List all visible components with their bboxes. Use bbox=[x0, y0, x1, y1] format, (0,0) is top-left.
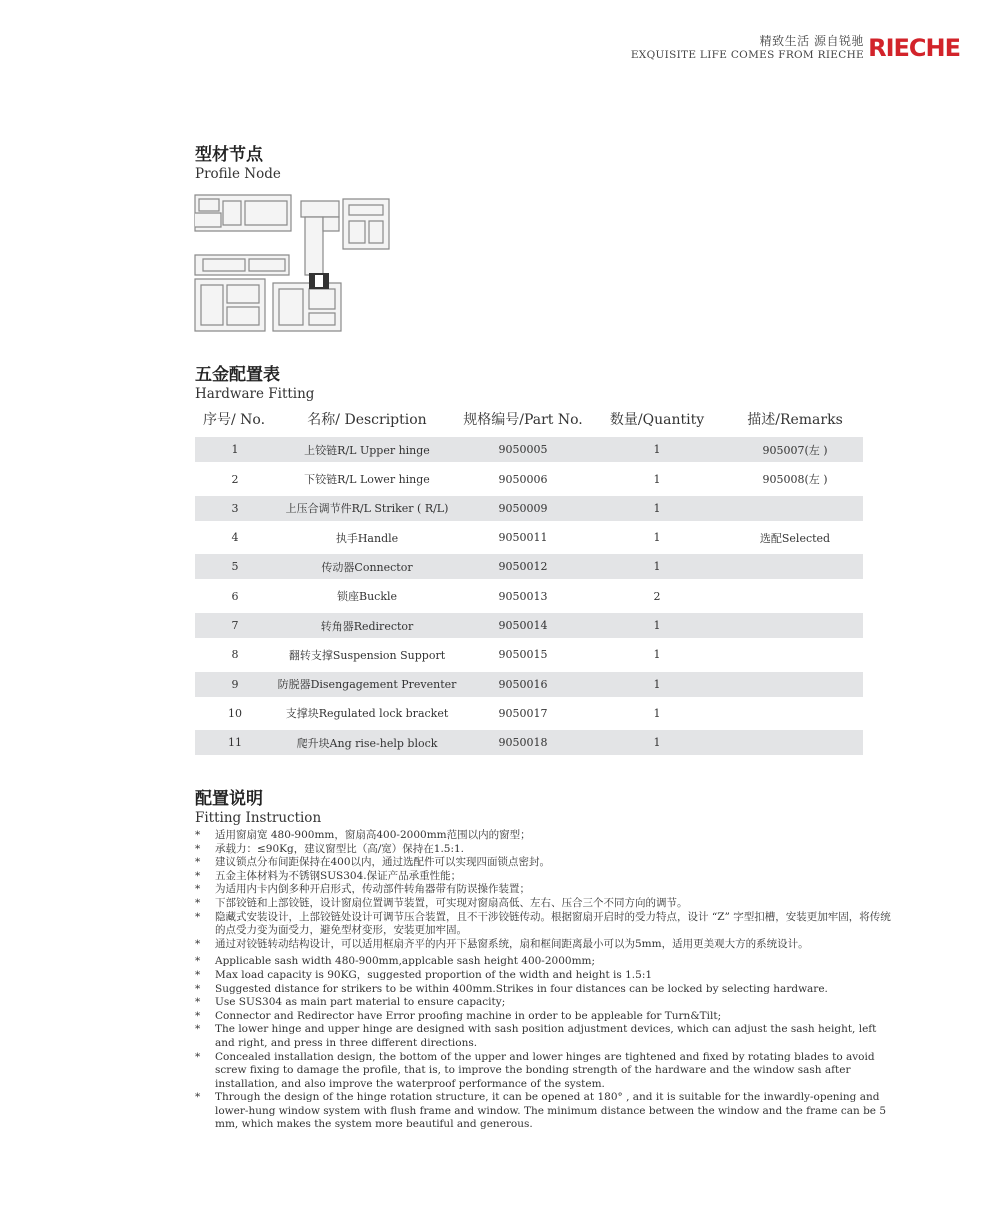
table-row bbox=[195, 730, 863, 755]
row-description: 下铰链R/L Lower hinge bbox=[304, 473, 430, 487]
note-text: The lower hinge and upper hinge are designed with sash position adjustment devices, which can adjust the sash height, left and right, and press in three different directions. bbox=[215, 1023, 877, 1049]
bullet-star: * bbox=[195, 856, 201, 869]
header-quantity: 数量/Quantity bbox=[609, 412, 705, 428]
note-item bbox=[195, 843, 895, 857]
header-part-no: 规格编号/Part No. bbox=[463, 412, 583, 428]
brand-header bbox=[600, 34, 960, 64]
note-item bbox=[195, 983, 895, 997]
bullet-star: * bbox=[195, 937, 201, 950]
note-text: Concealed installation design, the bottom of the upper and lower hinges are tightened and fixed by rotating blades to avoid screw fixing to damage the profile, that is, to improve the bonding strength of the hardware and the window sash after installation, and also improve the waterproof performance of the system. bbox=[215, 1050, 875, 1090]
row-part-no: 9050012 bbox=[498, 560, 548, 574]
note-text: Suggested distance for strikers to be within 400mm.Strikes in four distances can be locked by selecting hardware. bbox=[215, 982, 828, 995]
table-row bbox=[195, 496, 863, 521]
row-quantity: 1 bbox=[653, 677, 661, 691]
table-row bbox=[195, 437, 863, 462]
row-description: 翻转支撑Suspension Support bbox=[288, 648, 446, 662]
row-part-no: 9050017 bbox=[498, 706, 548, 720]
hardware-title-cn: 五金配置表 bbox=[195, 365, 280, 385]
row-part-no: 9050011 bbox=[498, 531, 548, 545]
row-description: 防脱器Disengagement Preventer bbox=[277, 678, 457, 692]
bullet-star: * bbox=[195, 842, 201, 855]
row-part-no: 9050009 bbox=[498, 501, 548, 515]
note-text: Use SUS304 as main part material to ensure capacity; bbox=[215, 996, 506, 1009]
bullet-star: * bbox=[195, 829, 201, 841]
row-description: 锁座Buckle bbox=[336, 590, 398, 604]
note-text: 为适用内卡内倒多种开启形式，传动部件转角器带有防误操作装置； bbox=[215, 883, 530, 896]
table-body bbox=[195, 437, 863, 755]
table-row bbox=[195, 672, 863, 697]
row-quantity: 1 bbox=[653, 648, 661, 662]
row-no: 9 bbox=[231, 677, 239, 691]
bullet-star: * bbox=[195, 910, 201, 923]
row-description: 支撑块Regulated lock bracket bbox=[285, 707, 449, 721]
row-no: 4 bbox=[231, 531, 239, 545]
note-item bbox=[195, 1010, 895, 1024]
note-text: 下部铰链和上部铰链，设计窗扇位置调节装置，可实现对窗扇高低、左右、压合三个不同方向的调节。 bbox=[215, 896, 688, 909]
row-no: 5 bbox=[231, 560, 239, 574]
row-quantity: 1 bbox=[653, 443, 661, 457]
table-header bbox=[195, 405, 863, 433]
bullet-star: * bbox=[195, 896, 201, 909]
note-item bbox=[195, 955, 895, 969]
row-no: 8 bbox=[231, 648, 239, 662]
row-no: 1 bbox=[231, 443, 239, 457]
header-no: 序号/ No. bbox=[203, 412, 266, 428]
bullet-star: * bbox=[195, 996, 201, 1009]
profile-node-title-en: Profile Node bbox=[195, 166, 281, 182]
note-text: Connector and Redirector have Error proofing machine in order to be appleable for Turn&Tilt; bbox=[215, 1009, 722, 1022]
table-row bbox=[195, 554, 863, 579]
note-text: Applicable sash width 480-900mm,applcable sash height 400-2000mm; bbox=[215, 955, 596, 968]
slogan-en: EXQUISITE LIFE COMES FROM RIECHE bbox=[630, 49, 864, 61]
profile-node-title-cn: 型材节点 bbox=[195, 145, 263, 165]
fitting-title-en: Fitting Instruction bbox=[195, 810, 322, 826]
table-row bbox=[195, 584, 863, 609]
header-remarks: 描述/Remarks bbox=[747, 412, 843, 428]
row-remarks: 905007(左 ) bbox=[762, 443, 828, 457]
bullet-star: * bbox=[195, 883, 201, 896]
row-quantity: 1 bbox=[653, 560, 661, 574]
note-item bbox=[195, 969, 895, 983]
row-no: 11 bbox=[228, 736, 242, 750]
bullet-star: * bbox=[195, 955, 201, 968]
row-no: 7 bbox=[231, 619, 239, 633]
note-item bbox=[195, 938, 895, 952]
bullet-star: * bbox=[195, 1009, 201, 1022]
bullet-star: * bbox=[195, 982, 201, 995]
brand-slogan bbox=[631, 34, 864, 62]
row-quantity: 1 bbox=[653, 736, 661, 750]
note-text: 建议锁点分布间距保持在400以内，通过选配件可以实现四面锁点密封。 bbox=[215, 856, 551, 869]
row-no: 6 bbox=[231, 589, 239, 603]
note-item bbox=[195, 829, 895, 843]
row-part-no: 9050014 bbox=[498, 619, 548, 633]
row-part-no: 9050006 bbox=[498, 472, 548, 486]
notes-en-list bbox=[195, 955, 895, 1132]
note-text: 五金主体材料为不锈钢SUS304.保证产品承重性能； bbox=[215, 869, 462, 882]
hardware-table bbox=[195, 405, 863, 755]
row-no: 2 bbox=[231, 472, 239, 486]
note-text: Max load capacity is 90KG，suggested proportion of the width and height is 1.5:1 bbox=[215, 968, 653, 981]
bullet-star: * bbox=[195, 869, 201, 882]
row-description: 上铰链R/L Upper hinge bbox=[304, 443, 430, 457]
row-part-no: 9050013 bbox=[498, 589, 548, 603]
note-text: Through the design of the hinge rotation structure, it can be opened at 180° , and it is suitable for the inwardly-opening and lower-hung window system with flush frame and window. The minimum distance between the window and the frame can be 5 mm, which makes the system more beautiful and generous. bbox=[215, 1091, 887, 1131]
brand-logo: RIECHE bbox=[868, 34, 960, 62]
header-description: 名称/ Description bbox=[307, 412, 427, 428]
row-quantity: 1 bbox=[653, 531, 661, 545]
row-description: 执手Handle bbox=[335, 531, 399, 545]
bullet-star: * bbox=[195, 1050, 201, 1063]
note-text: 承载力：≤90Kg，建议窗型比（高/宽）保持在1.5:1. bbox=[215, 842, 465, 855]
row-part-no: 9050005 bbox=[498, 443, 548, 457]
bullet-star: * bbox=[195, 1091, 201, 1104]
hardware-title bbox=[195, 365, 314, 402]
row-quantity: 1 bbox=[653, 706, 661, 720]
table-row bbox=[195, 525, 863, 550]
row-part-no: 9050018 bbox=[498, 736, 548, 750]
note-item bbox=[195, 870, 895, 884]
fitting-title-cn: 配置说明 bbox=[195, 789, 263, 809]
note-item bbox=[195, 1023, 895, 1050]
note-text: 适用窗扇宽 480-900mm，窗扇高400-2000mm范围以内的窗型； bbox=[215, 829, 531, 841]
bullet-star: * bbox=[195, 968, 201, 981]
row-no: 3 bbox=[231, 501, 239, 515]
row-no: 10 bbox=[228, 706, 242, 720]
bullet-star: * bbox=[195, 1023, 201, 1036]
row-part-no: 9050016 bbox=[498, 677, 548, 691]
fitting-title bbox=[195, 789, 321, 826]
row-description: 爬升块Ang rise-help block bbox=[296, 736, 438, 750]
row-quantity: 1 bbox=[653, 501, 661, 515]
row-quantity: 2 bbox=[653, 589, 661, 603]
note-item bbox=[195, 996, 895, 1010]
row-description: 传动器Connector bbox=[321, 560, 413, 574]
note-item bbox=[195, 897, 895, 911]
note-text: 隐藏式安装设计，上部铰链处设计可调节压合装置，且不干涉铰链传动。根据窗扇开启时的受力特点，设计 “Z” 字型扣槽，安装更加牢固，将传统的点受力变为面受力，避免型材变形，安装更加牢固。 bbox=[215, 910, 891, 937]
note-item bbox=[195, 1091, 895, 1132]
profile-node-diagram bbox=[193, 193, 393, 333]
table-row bbox=[195, 613, 863, 638]
note-item bbox=[195, 856, 895, 870]
hardware-title-en: Hardware Fitting bbox=[195, 386, 315, 402]
table-row bbox=[195, 642, 863, 667]
profile-node-title bbox=[195, 145, 281, 182]
slogan-cn: 精致生活 源自锐驰 bbox=[759, 34, 864, 48]
notes-cn-list bbox=[195, 829, 895, 951]
row-description: 转角器Redirector bbox=[320, 619, 414, 633]
row-quantity: 1 bbox=[653, 619, 661, 633]
fitting-notes bbox=[195, 829, 895, 1132]
row-quantity: 1 bbox=[653, 472, 661, 486]
note-item bbox=[195, 911, 895, 938]
note-item bbox=[195, 1051, 895, 1092]
row-remarks: 905008(左 ) bbox=[762, 473, 828, 487]
note-item bbox=[195, 883, 895, 897]
table-row bbox=[195, 467, 863, 492]
row-description: 上压合调节件R/L Striker ( R/L) bbox=[285, 502, 449, 516]
row-part-no: 9050015 bbox=[498, 648, 548, 662]
table-row bbox=[195, 701, 863, 726]
row-remarks: 选配Selected bbox=[759, 531, 831, 545]
note-text: 通过对铰链转动结构设计，可以适用框扇齐平的内开下悬窗系统，扇和框间距离最小可以为5mm，适用更美观大方的系统设计。 bbox=[215, 937, 809, 950]
